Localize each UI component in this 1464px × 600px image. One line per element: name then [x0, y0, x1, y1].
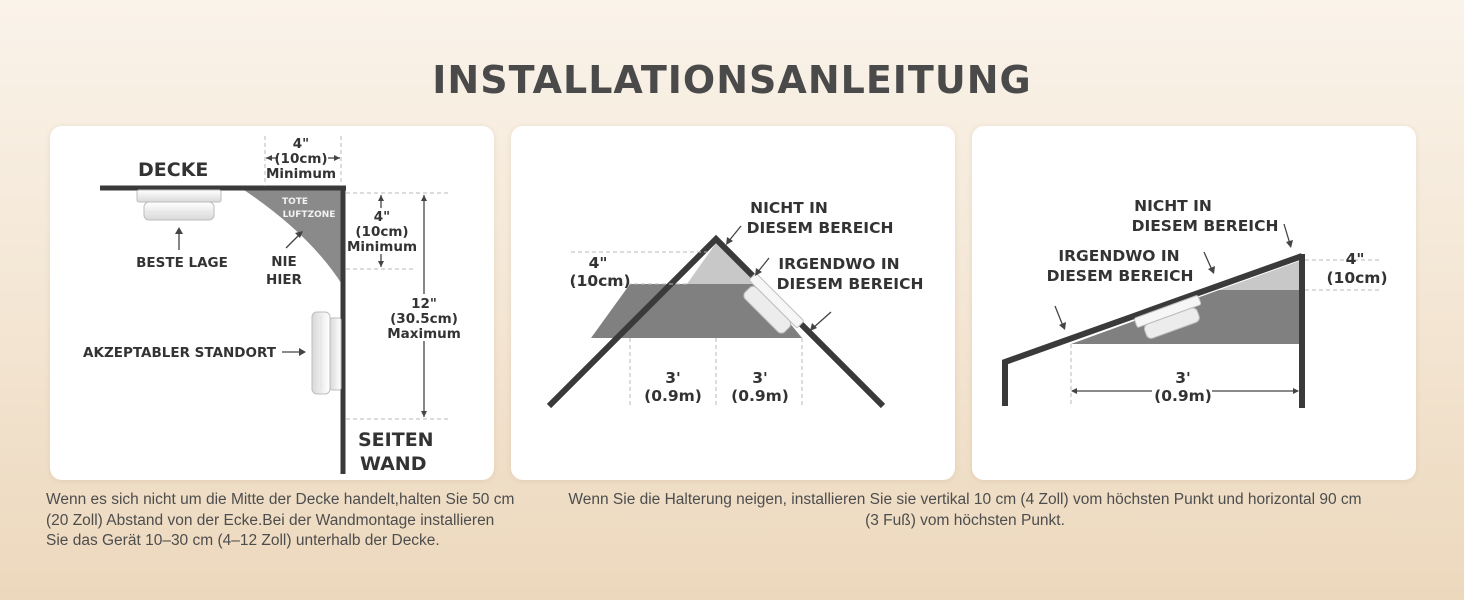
never-here-label-2: HIER	[266, 272, 302, 288]
right-dim-large-3: Maximum	[387, 326, 461, 342]
never-here-label-1: NIE	[271, 254, 297, 270]
right-dim-1: 3'	[752, 369, 768, 387]
anywhere-label-2: DIESEM BEREICH	[1046, 267, 1194, 285]
right-dim-large-1: 12"	[411, 296, 437, 312]
right-dim-small-1: 4"	[373, 209, 391, 225]
arrow-icon	[286, 231, 303, 248]
caption-right: Wenn Sie die Halterung neigen, installieren Sie sie vertikal 10 cm (4 Zoll) vom höchsten Punkt und horizontal 90 cm (3 Fuß) vom höchsten Punkt.	[568, 491, 1362, 529]
vertical-dim-1: 4"	[588, 254, 608, 272]
mount-zone	[591, 284, 687, 338]
sloped-ceiling-diagram	[972, 126, 1416, 480]
arrow-icon	[1204, 252, 1215, 274]
ceiling-label: DECKE	[138, 159, 209, 181]
horizontal-dim-2: (0.9m)	[1154, 387, 1212, 405]
not-in-area-label-2: DIESEM BEREICH	[746, 219, 894, 237]
arrow-icon	[175, 227, 183, 250]
arrow-icon	[1284, 224, 1293, 248]
caption-left: Wenn es sich nicht um die Mitte der Decke handelt,halten Sie 50 cm (20 Zoll) Abstand von der Ecke.Bei der Wandmontage installieren Sie das Gerät 10–30 cm (4–12 Zoll) unterhalb der Decke.	[46, 491, 515, 549]
arrow-icon	[810, 312, 831, 331]
right-dim-small-2: (10cm)	[355, 224, 409, 240]
dead-zone-label-2: LUFTZONE	[282, 210, 336, 220]
left-dim-2: (0.9m)	[644, 387, 702, 405]
not-in-area-label-1: NICHT IN	[1134, 197, 1212, 215]
side-wall-label-1: SEITEN	[358, 429, 434, 451]
dead-zone-label-1: TOTE	[281, 197, 309, 207]
ceiling-wall-diagram	[50, 126, 494, 480]
right-dim-large-2: (30.5cm)	[390, 311, 458, 327]
panel-ceiling-wall	[50, 126, 494, 480]
right-dim-small-3: Minimum	[346, 239, 418, 255]
top-dim-label-3: Minimum	[265, 166, 337, 182]
anywhere-label-1: IRGENDWO IN	[778, 255, 900, 273]
arrow-icon	[1055, 306, 1066, 330]
vertical-dim-2: (10cm)	[1326, 269, 1388, 287]
page-title: INSTALLATIONSANLEITUNG	[432, 58, 1032, 102]
smoke-detector-icon	[137, 190, 221, 220]
panel-gable-roof	[511, 126, 955, 480]
top-dim-label-2: (10cm)	[274, 151, 328, 167]
not-in-area-label-2: DIESEM BEREICH	[1131, 217, 1279, 235]
best-position-label: BESTE LAGE	[136, 255, 228, 271]
arrow-icon	[726, 226, 741, 245]
arrow-icon	[282, 348, 306, 356]
side-wall-label-2: WAND	[360, 453, 427, 475]
tip-zone	[1219, 260, 1302, 290]
anywhere-label-1: IRGENDWO IN	[1058, 247, 1180, 265]
top-dim-label-1: 4"	[292, 136, 310, 152]
not-in-area-label-1: NICHT IN	[750, 199, 828, 217]
arrow-icon	[755, 258, 769, 276]
vertical-dim-1: 4"	[1345, 250, 1365, 268]
panel-sloped-ceiling	[972, 126, 1416, 480]
right-dim-2: (0.9m)	[731, 387, 789, 405]
acceptable-position-label: AKZEPTABLER STANDORT	[83, 345, 276, 361]
gable-roof-diagram	[511, 126, 955, 480]
anywhere-label-2: DIESEM BEREICH	[776, 275, 924, 293]
smoke-detector-icon	[312, 312, 341, 394]
left-dim-1: 3'	[665, 369, 681, 387]
vertical-dim-2: (10cm)	[569, 272, 631, 290]
horizontal-dim-1: 3'	[1175, 369, 1191, 387]
